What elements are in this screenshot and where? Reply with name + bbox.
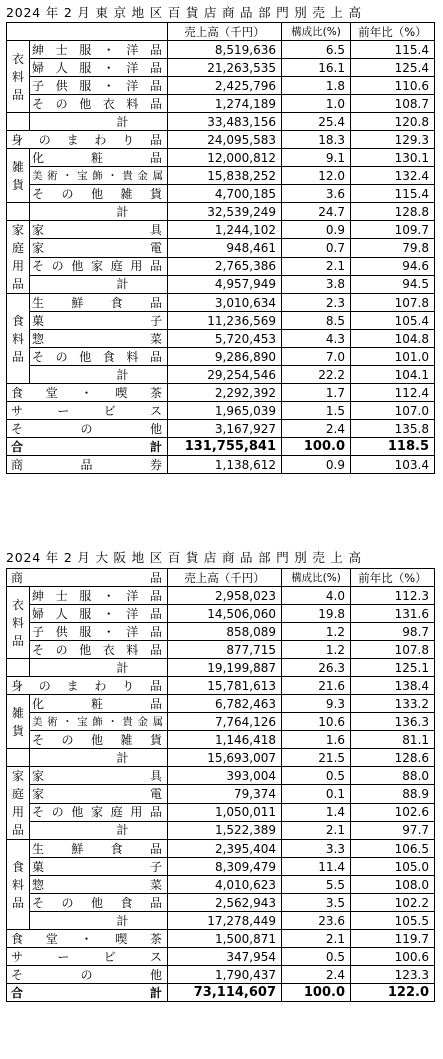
yoy-value: 133.2 [351, 695, 435, 713]
yoy-value: 102.2 [351, 894, 435, 912]
sales-value: 15,781,613 [168, 677, 282, 695]
subtotal-row [7, 275, 435, 293]
row-label: 家具 [30, 221, 168, 239]
row-label: その他衣料品 [30, 641, 168, 659]
table-row [7, 239, 435, 257]
yoy-value: 129.3 [351, 131, 435, 149]
blank-cell [7, 113, 30, 131]
total-row [7, 984, 435, 1002]
table-row [7, 948, 435, 966]
ratio-value: 3.6 [282, 185, 351, 203]
blank-cell [7, 659, 30, 677]
table-row [7, 294, 435, 312]
table-row [7, 840, 435, 858]
row-label: その他家庭用品 [30, 257, 168, 275]
yoy-value: 112.3 [351, 587, 435, 605]
sales-value: 3,167,927 [168, 420, 282, 438]
ratio-value: 0.7 [282, 239, 351, 257]
table-row [7, 402, 435, 420]
header-yoy: 前年比（%） [351, 569, 435, 587]
ratio-value: 0.1 [282, 785, 351, 803]
sales-value: 8,519,636 [168, 41, 282, 59]
ratio-value: 0.5 [282, 948, 351, 966]
row-label: 美術・宝飾・貴金属 [30, 167, 168, 185]
sales-value: 12,000,812 [168, 149, 282, 167]
table-row [7, 731, 435, 749]
table-row [7, 695, 435, 713]
table-row [7, 767, 435, 785]
row-label: 子供服・洋品 [30, 77, 168, 95]
yoy-value: 97.7 [351, 821, 435, 839]
ratio-value: 3.8 [282, 275, 351, 293]
row-label: 惣菜 [30, 330, 168, 348]
ratio-value: 6.5 [282, 41, 351, 59]
total-label: 合計 [7, 984, 168, 1002]
ratio-value: 1.2 [282, 641, 351, 659]
sales-value: 15,693,007 [168, 749, 282, 767]
row-label: 婦人服・洋品 [30, 59, 168, 77]
subtotal-label: 計 [30, 113, 168, 131]
table-row [7, 605, 435, 623]
row-label: その他食料品 [30, 348, 168, 366]
ratio-value: 0.9 [282, 221, 351, 239]
yoy-value: 105.5 [351, 912, 435, 930]
table-row [7, 384, 435, 402]
sales-value: 1,146,418 [168, 731, 282, 749]
table-row [7, 641, 435, 659]
table-row [7, 930, 435, 948]
yoy-value: 132.4 [351, 167, 435, 185]
yoy-value: 108.0 [351, 876, 435, 894]
table-row [7, 167, 435, 185]
sales-value: 1,965,039 [168, 402, 282, 420]
ratio-value: 5.5 [282, 876, 351, 894]
yoy-value: 94.6 [351, 257, 435, 275]
sales-value: 4,957,949 [168, 275, 282, 293]
ratio-value: 23.6 [282, 912, 351, 930]
sales-value: 21,263,535 [168, 59, 282, 77]
table-row [7, 894, 435, 912]
osaka-title: 2024 年 2 月 大 阪 地 区 百 貨 店 商 品 部 門 別 売 上 高 [6, 550, 362, 565]
table-row [7, 713, 435, 731]
group-label-food: 食料品 [7, 840, 30, 930]
row-label: 化粧品 [30, 149, 168, 167]
yoy-value: 109.7 [351, 221, 435, 239]
total-label: 合計 [7, 438, 168, 456]
yoy-value: 138.4 [351, 677, 435, 695]
table-row [7, 677, 435, 695]
ratio-value: 0.5 [282, 767, 351, 785]
sales-value: 393,004 [168, 767, 282, 785]
table-row [7, 858, 435, 876]
osaka-sales-table [6, 568, 435, 1002]
subtotal-row [7, 659, 435, 677]
group-label-clothing: 衣料品 [7, 587, 30, 659]
sales-value: 1,500,871 [168, 930, 282, 948]
corner-cell: 商品 [7, 569, 168, 587]
yoy-value: 104.1 [351, 366, 435, 384]
row-label: 惣菜 [30, 876, 168, 894]
subtotal-label: 計 [30, 366, 168, 384]
yoy-value: 119.7 [351, 930, 435, 948]
group-label-household: 家庭用品 [7, 767, 30, 840]
group-label-household: 家庭用品 [7, 221, 30, 294]
sales-value: 2,292,392 [168, 384, 282, 402]
subtotal-row [7, 821, 435, 839]
row-label: 生鮮食品 [30, 840, 168, 858]
ratio-value: 22.2 [282, 366, 351, 384]
yoy-value: 130.1 [351, 149, 435, 167]
table-row [7, 587, 435, 605]
group-label-food: 食料品 [7, 294, 30, 384]
ratio-value: 2.1 [282, 257, 351, 275]
subtotal-row [7, 366, 435, 384]
sales-value: 1,522,389 [168, 821, 282, 839]
header-sales: 売上高（千円） [168, 23, 282, 41]
ratio-value: 21.5 [282, 749, 351, 767]
yoy-value: 103.4 [351, 456, 435, 474]
yoy-value: 105.0 [351, 858, 435, 876]
yoy-value: 125.4 [351, 59, 435, 77]
header-sales: 売上高（千円） [168, 569, 282, 587]
blank-cell [7, 749, 30, 767]
row-label: その他 [7, 966, 168, 984]
subtotal-label: 計 [30, 275, 168, 293]
yoy-value: 115.4 [351, 41, 435, 59]
table-row [7, 420, 435, 438]
table-row [7, 623, 435, 641]
table-row [7, 221, 435, 239]
sales-value: 6,782,463 [168, 695, 282, 713]
ratio-value: 16.1 [282, 59, 351, 77]
subtotal-label: 計 [30, 749, 168, 767]
row-label: 紳士服・洋品 [30, 587, 168, 605]
row-label: 身のまわり品 [7, 677, 168, 695]
header-yoy: 前年比（%） [351, 23, 435, 41]
ratio-value: 9.1 [282, 149, 351, 167]
yoy-value: 104.8 [351, 330, 435, 348]
row-label: 子供服・洋品 [30, 623, 168, 641]
row-label: その他衣料品 [30, 95, 168, 113]
ratio-value: 18.3 [282, 131, 351, 149]
ratio-value: 1.8 [282, 77, 351, 95]
sales-value: 2,765,386 [168, 257, 282, 275]
yoy-value: 107.8 [351, 641, 435, 659]
corner-cell [7, 23, 168, 41]
ratio-value: 0.9 [282, 456, 351, 474]
sales-value: 347,954 [168, 948, 282, 966]
sales-value: 2,958,023 [168, 587, 282, 605]
ratio-value: 26.3 [282, 659, 351, 677]
yoy-value: 135.8 [351, 420, 435, 438]
sales-value: 79,374 [168, 785, 282, 803]
yoy-value: 79.8 [351, 239, 435, 257]
yoy-value: 88.0 [351, 767, 435, 785]
sales-value: 131,755,841 [168, 438, 282, 456]
yoy-value: 128.6 [351, 749, 435, 767]
yoy-value: 101.0 [351, 348, 435, 366]
table-row [7, 348, 435, 366]
total-row [7, 438, 435, 456]
sales-value: 858,089 [168, 623, 282, 641]
ratio-value: 1.4 [282, 803, 351, 821]
sales-value: 7,764,126 [168, 713, 282, 731]
header-ratio: 構成比(%) [282, 569, 351, 587]
subtotal-row [7, 749, 435, 767]
yoy-value: 105.4 [351, 312, 435, 330]
row-label: その他家庭用品 [30, 803, 168, 821]
row-label: 家具 [30, 767, 168, 785]
row-label: 食堂・喫茶 [7, 384, 168, 402]
ratio-value: 12.0 [282, 167, 351, 185]
ratio-value: 25.4 [282, 113, 351, 131]
yoy-value: 131.6 [351, 605, 435, 623]
row-label: 食堂・喫茶 [7, 930, 168, 948]
tokyo-sales-table [6, 22, 435, 474]
sales-value: 1,274,189 [168, 95, 282, 113]
ratio-value: 1.5 [282, 402, 351, 420]
ratio-value: 21.6 [282, 677, 351, 695]
row-label: 菓子 [30, 858, 168, 876]
sales-value: 14,506,060 [168, 605, 282, 623]
ratio-value: 1.6 [282, 731, 351, 749]
sales-value: 1,244,102 [168, 221, 282, 239]
ratio-value: 8.5 [282, 312, 351, 330]
sales-value: 11,236,569 [168, 312, 282, 330]
table-row [7, 803, 435, 821]
row-label: 菓子 [30, 312, 168, 330]
row-label: その他 [7, 420, 168, 438]
yoy-value: 112.4 [351, 384, 435, 402]
table-row [7, 95, 435, 113]
ratio-value: 24.7 [282, 203, 351, 221]
table-row [7, 149, 435, 167]
ratio-value: 1.7 [282, 384, 351, 402]
row-label: 紳士服・洋品 [30, 41, 168, 59]
subtotal-label: 計 [30, 659, 168, 677]
ratio-value: 4.0 [282, 587, 351, 605]
sales-value: 29,254,546 [168, 366, 282, 384]
yoy-value: 98.7 [351, 623, 435, 641]
ratio-value: 2.3 [282, 294, 351, 312]
yoy-value: 107.0 [351, 402, 435, 420]
subtotal-row [7, 113, 435, 131]
group-label-clothing: 衣料品 [7, 41, 30, 113]
table-row [7, 312, 435, 330]
yoy-value: 106.5 [351, 840, 435, 858]
yoy-value: 120.8 [351, 113, 435, 131]
row-label: その他雑貨 [30, 731, 168, 749]
yoy-value: 88.9 [351, 785, 435, 803]
row-label: 婦人服・洋品 [30, 605, 168, 623]
sales-value: 9,286,890 [168, 348, 282, 366]
yoy-value: 122.0 [351, 984, 435, 1002]
yoy-value: 136.3 [351, 713, 435, 731]
sales-value: 2,425,796 [168, 77, 282, 95]
row-label: 家電 [30, 785, 168, 803]
ratio-value: 1.2 [282, 623, 351, 641]
sales-value: 24,095,583 [168, 131, 282, 149]
table-row [7, 330, 435, 348]
sales-value: 4,010,623 [168, 876, 282, 894]
ratio-value: 100.0 [282, 984, 351, 1002]
sales-value: 948,461 [168, 239, 282, 257]
sales-value: 8,309,479 [168, 858, 282, 876]
yoy-value: 107.8 [351, 294, 435, 312]
yoy-value: 108.7 [351, 95, 435, 113]
ratio-value: 10.6 [282, 713, 351, 731]
sales-value: 33,483,156 [168, 113, 282, 131]
ratio-value: 3.3 [282, 840, 351, 858]
ratio-value: 100.0 [282, 438, 351, 456]
ratio-value: 2.1 [282, 821, 351, 839]
row-label: その他食品 [30, 894, 168, 912]
table-row [7, 185, 435, 203]
group-label-misc: 雑貨 [7, 149, 30, 203]
group-label-misc: 雑貨 [7, 695, 30, 749]
table-row [7, 41, 435, 59]
subtotal-label: 計 [30, 821, 168, 839]
subtotal-label: 計 [30, 912, 168, 930]
sales-value: 32,539,249 [168, 203, 282, 221]
sales-value: 877,715 [168, 641, 282, 659]
ratio-value: 9.3 [282, 695, 351, 713]
row-label: 化粧品 [30, 695, 168, 713]
table-row [7, 257, 435, 275]
yoy-value: 118.5 [351, 438, 435, 456]
table-header-row [7, 23, 435, 41]
ratio-value: 2.1 [282, 930, 351, 948]
ratio-value: 2.4 [282, 966, 351, 984]
yoy-value: 100.6 [351, 948, 435, 966]
ratio-value: 19.8 [282, 605, 351, 623]
voucher-row [7, 456, 435, 474]
table-row [7, 785, 435, 803]
table-row [7, 876, 435, 894]
table-row [7, 77, 435, 95]
sales-value: 2,395,404 [168, 840, 282, 858]
ratio-value: 2.4 [282, 420, 351, 438]
blank-cell [7, 203, 30, 221]
row-label: 身のまわり品 [7, 131, 168, 149]
subtotal-label: 計 [30, 203, 168, 221]
subtotal-row [7, 912, 435, 930]
subtotal-row [7, 203, 435, 221]
yoy-value: 115.4 [351, 185, 435, 203]
yoy-value: 128.8 [351, 203, 435, 221]
sales-value: 5,720,453 [168, 330, 282, 348]
yoy-value: 94.5 [351, 275, 435, 293]
tokyo-title: 2024 年 2 月 東 京 地 区 百 貨 店 商 品 部 門 別 売 上 高 [6, 5, 362, 20]
sales-value: 1,050,011 [168, 803, 282, 821]
row-label: 生鮮食品 [30, 294, 168, 312]
row-label: 美術・宝飾・貴金属 [30, 713, 168, 731]
sales-value: 1,138,612 [168, 456, 282, 474]
ratio-value: 4.3 [282, 330, 351, 348]
row-label: サービス [7, 948, 168, 966]
row-label: その他雑貨 [30, 185, 168, 203]
row-label: サービス [7, 402, 168, 420]
table-row [7, 966, 435, 984]
row-label: 家電 [30, 239, 168, 257]
ratio-value: 1.0 [282, 95, 351, 113]
ratio-value: 3.5 [282, 894, 351, 912]
yoy-value: 81.1 [351, 731, 435, 749]
sales-value: 1,790,437 [168, 966, 282, 984]
row-label: 商品券 [7, 456, 168, 474]
yoy-value: 123.3 [351, 966, 435, 984]
sales-value: 4,700,185 [168, 185, 282, 203]
sales-value: 2,562,943 [168, 894, 282, 912]
yoy-value: 102.6 [351, 803, 435, 821]
header-ratio: 構成比(%) [282, 23, 351, 41]
ratio-value: 11.4 [282, 858, 351, 876]
sales-value: 19,199,887 [168, 659, 282, 677]
table-row [7, 59, 435, 77]
ratio-value: 7.0 [282, 348, 351, 366]
table-row [7, 131, 435, 149]
sales-value: 3,010,634 [168, 294, 282, 312]
sales-value: 17,278,449 [168, 912, 282, 930]
yoy-value: 125.1 [351, 659, 435, 677]
table-header-row [7, 569, 435, 587]
sales-value: 73,114,607 [168, 984, 282, 1002]
yoy-value: 110.6 [351, 77, 435, 95]
sales-value: 15,838,252 [168, 167, 282, 185]
